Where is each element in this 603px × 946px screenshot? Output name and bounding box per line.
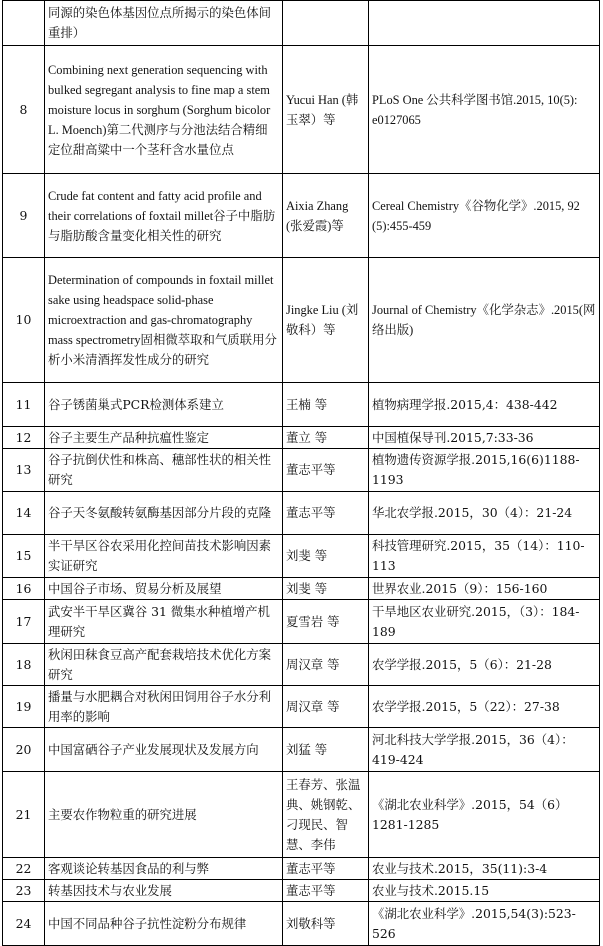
paper-source: 科技管理研究.2015，35（14）：110-113 bbox=[369, 535, 600, 578]
paper-source: 植物病理学报.2015,4：438-442 bbox=[369, 383, 600, 427]
paper-author: 董志平等 bbox=[283, 858, 369, 880]
paper-source: 干旱地区农业研究.2015，（3）：184-189 bbox=[369, 600, 600, 644]
paper-source: Cereal Chemistry《谷物化学》.2015, 92 (5):455-459 bbox=[369, 174, 600, 258]
table-row bbox=[3, 600, 600, 644]
row-number: 21 bbox=[3, 772, 45, 858]
table-row bbox=[3, 492, 600, 535]
paper-source: 植物遗传资源学报.2015,16(6)1188-1193 bbox=[369, 449, 600, 492]
row-number: 9 bbox=[3, 174, 45, 258]
paper-title: 秋闲田秣食豆高产配套栽培技术优化方案研究 bbox=[45, 644, 283, 686]
row-number: 20 bbox=[3, 728, 45, 772]
paper-author: 董立 等 bbox=[283, 427, 369, 449]
paper-author: Yucui Han (韩玉翠）等 bbox=[283, 46, 369, 174]
paper-title: 中国谷子市场、贸易分析及展望 bbox=[45, 578, 283, 600]
row-number: 11 bbox=[3, 383, 45, 427]
table-row bbox=[3, 578, 600, 600]
row-number: 16 bbox=[3, 578, 45, 600]
paper-author: 周汉章 等 bbox=[283, 644, 369, 686]
paper-title: 中国不同品种谷子抗性淀粉分布规律 bbox=[45, 902, 283, 946]
paper-author: 刘猛 等 bbox=[283, 728, 369, 772]
row-number: 15 bbox=[3, 535, 45, 578]
table-row bbox=[3, 858, 600, 880]
table-row bbox=[3, 46, 600, 174]
paper-source: 华北农学报.2015，30（4）：21-24 bbox=[369, 492, 600, 535]
paper-source: 河北科技大学学报.2015，36（4）：419-424 bbox=[369, 728, 600, 772]
paper-source: Journal of Chemistry《化学杂志》.2015(网络出版) bbox=[369, 258, 600, 383]
row-number: 10 bbox=[3, 258, 45, 383]
table-row bbox=[3, 880, 600, 902]
table-row bbox=[3, 1, 600, 46]
paper-title: 客观谈论转基因食品的利与弊 bbox=[45, 858, 283, 880]
row-number: 19 bbox=[3, 686, 45, 728]
paper-title: Combining next generation sequencing with bulked segregant analysis to fine map a stem moisture locus in sorghum (Sorghum bicolor L. Moench)第二代测序与分池法结合精细定位甜高粱中一个茎秆含水量位点 bbox=[45, 46, 283, 174]
paper-title: 谷子主要生产品种抗瘟性鉴定 bbox=[45, 427, 283, 449]
paper-author: 董志平等 bbox=[283, 492, 369, 535]
paper-author: 刘斐 等 bbox=[283, 578, 369, 600]
paper-title: 半干旱区谷农采用化控间苗技术影响因素实证研究 bbox=[45, 535, 283, 578]
table-row bbox=[3, 174, 600, 258]
row-number: 17 bbox=[3, 600, 45, 644]
paper-source: PLoS One 公共科学图书馆.2015, 10(5): e0127065 bbox=[369, 46, 600, 174]
row-number: 12 bbox=[3, 427, 45, 449]
paper-title: Determination of compounds in foxtail millet sake using headspace solid-phase microextraction and gas-chromatography mass spectrometry固相微萃取和气质联用分析小米清酒挥发性成分的研究 bbox=[45, 258, 283, 383]
table-row bbox=[3, 258, 600, 383]
paper-author: 王春芳、张温典、姚钢乾、刁现民、智慧、李伟 bbox=[283, 772, 369, 858]
table-row bbox=[3, 427, 600, 449]
paper-source: 《湖北农业科学》.2015，54（6）1281-1285 bbox=[369, 772, 600, 858]
paper-source: 中国植保导刊.2015,7:33-36 bbox=[369, 427, 600, 449]
paper-source: 《湖北农业科学》.2015,54(3):523-526 bbox=[369, 902, 600, 946]
paper-source: 农业与技术.2015.15 bbox=[369, 880, 600, 902]
table-row bbox=[3, 383, 600, 427]
table-row bbox=[3, 644, 600, 686]
paper-title: 主要农作物粒重的研究进展 bbox=[45, 772, 283, 858]
paper-title: 同源的染色体基因位点所揭示的染色体间重排） bbox=[45, 1, 283, 46]
table-row bbox=[3, 728, 600, 772]
paper-source: 农学学报.2015，5（6）：21-28 bbox=[369, 644, 600, 686]
row-number: 22 bbox=[3, 858, 45, 880]
paper-title: 谷子天冬氨酸转氨酶基因部分片段的克隆 bbox=[45, 492, 283, 535]
paper-author: 王楠 等 bbox=[283, 383, 369, 427]
table-row bbox=[3, 535, 600, 578]
table-row bbox=[3, 686, 600, 728]
table-row bbox=[3, 772, 600, 858]
paper-author bbox=[283, 1, 369, 46]
paper-author: 夏雪岩 等 bbox=[283, 600, 369, 644]
paper-title: 谷子抗倒伏性和株高、穗部性状的相关性研究 bbox=[45, 449, 283, 492]
paper-author: Jingke Liu (刘敬科）等 bbox=[283, 258, 369, 383]
paper-title: 播量与水肥耦合对秋闲田饲用谷子水分利用率的影响 bbox=[45, 686, 283, 728]
publication-table bbox=[2, 0, 600, 946]
paper-author: 刘敬科等 bbox=[283, 902, 369, 946]
row-number: 14 bbox=[3, 492, 45, 535]
paper-title: 转基因技术与农业发展 bbox=[45, 880, 283, 902]
table-row bbox=[3, 449, 600, 492]
paper-author: 刘斐 等 bbox=[283, 535, 369, 578]
paper-title: 中国富硒谷子产业发展现状及发展方向 bbox=[45, 728, 283, 772]
table-row bbox=[3, 902, 600, 946]
row-number: 13 bbox=[3, 449, 45, 492]
paper-author: 周汉章 等 bbox=[283, 686, 369, 728]
paper-author: 董志平等 bbox=[283, 449, 369, 492]
paper-author: Aixia Zhang (张爱霞)等 bbox=[283, 174, 369, 258]
paper-source: 世界农业.2015（9）：156-160 bbox=[369, 578, 600, 600]
row-number: 8 bbox=[3, 46, 45, 174]
paper-source bbox=[369, 1, 600, 46]
row-number bbox=[3, 1, 45, 46]
paper-source: 农学学报.2015，5（22）：27-38 bbox=[369, 686, 600, 728]
paper-title: 武安半干旱区冀谷 31 微集水种植增产机理研究 bbox=[45, 600, 283, 644]
paper-title: 谷子锈菌巢式PCR检测体系建立 bbox=[45, 383, 283, 427]
row-number: 18 bbox=[3, 644, 45, 686]
row-number: 24 bbox=[3, 902, 45, 946]
paper-author: 董志平等 bbox=[283, 880, 369, 902]
paper-source: 农业与技术.2015，35(11):3-4 bbox=[369, 858, 600, 880]
paper-title: Crude fat content and fatty acid profile and their correlations of foxtail millet谷子中脂肪与脂肪酸含量变化相关性的研究 bbox=[45, 174, 283, 258]
row-number: 23 bbox=[3, 880, 45, 902]
